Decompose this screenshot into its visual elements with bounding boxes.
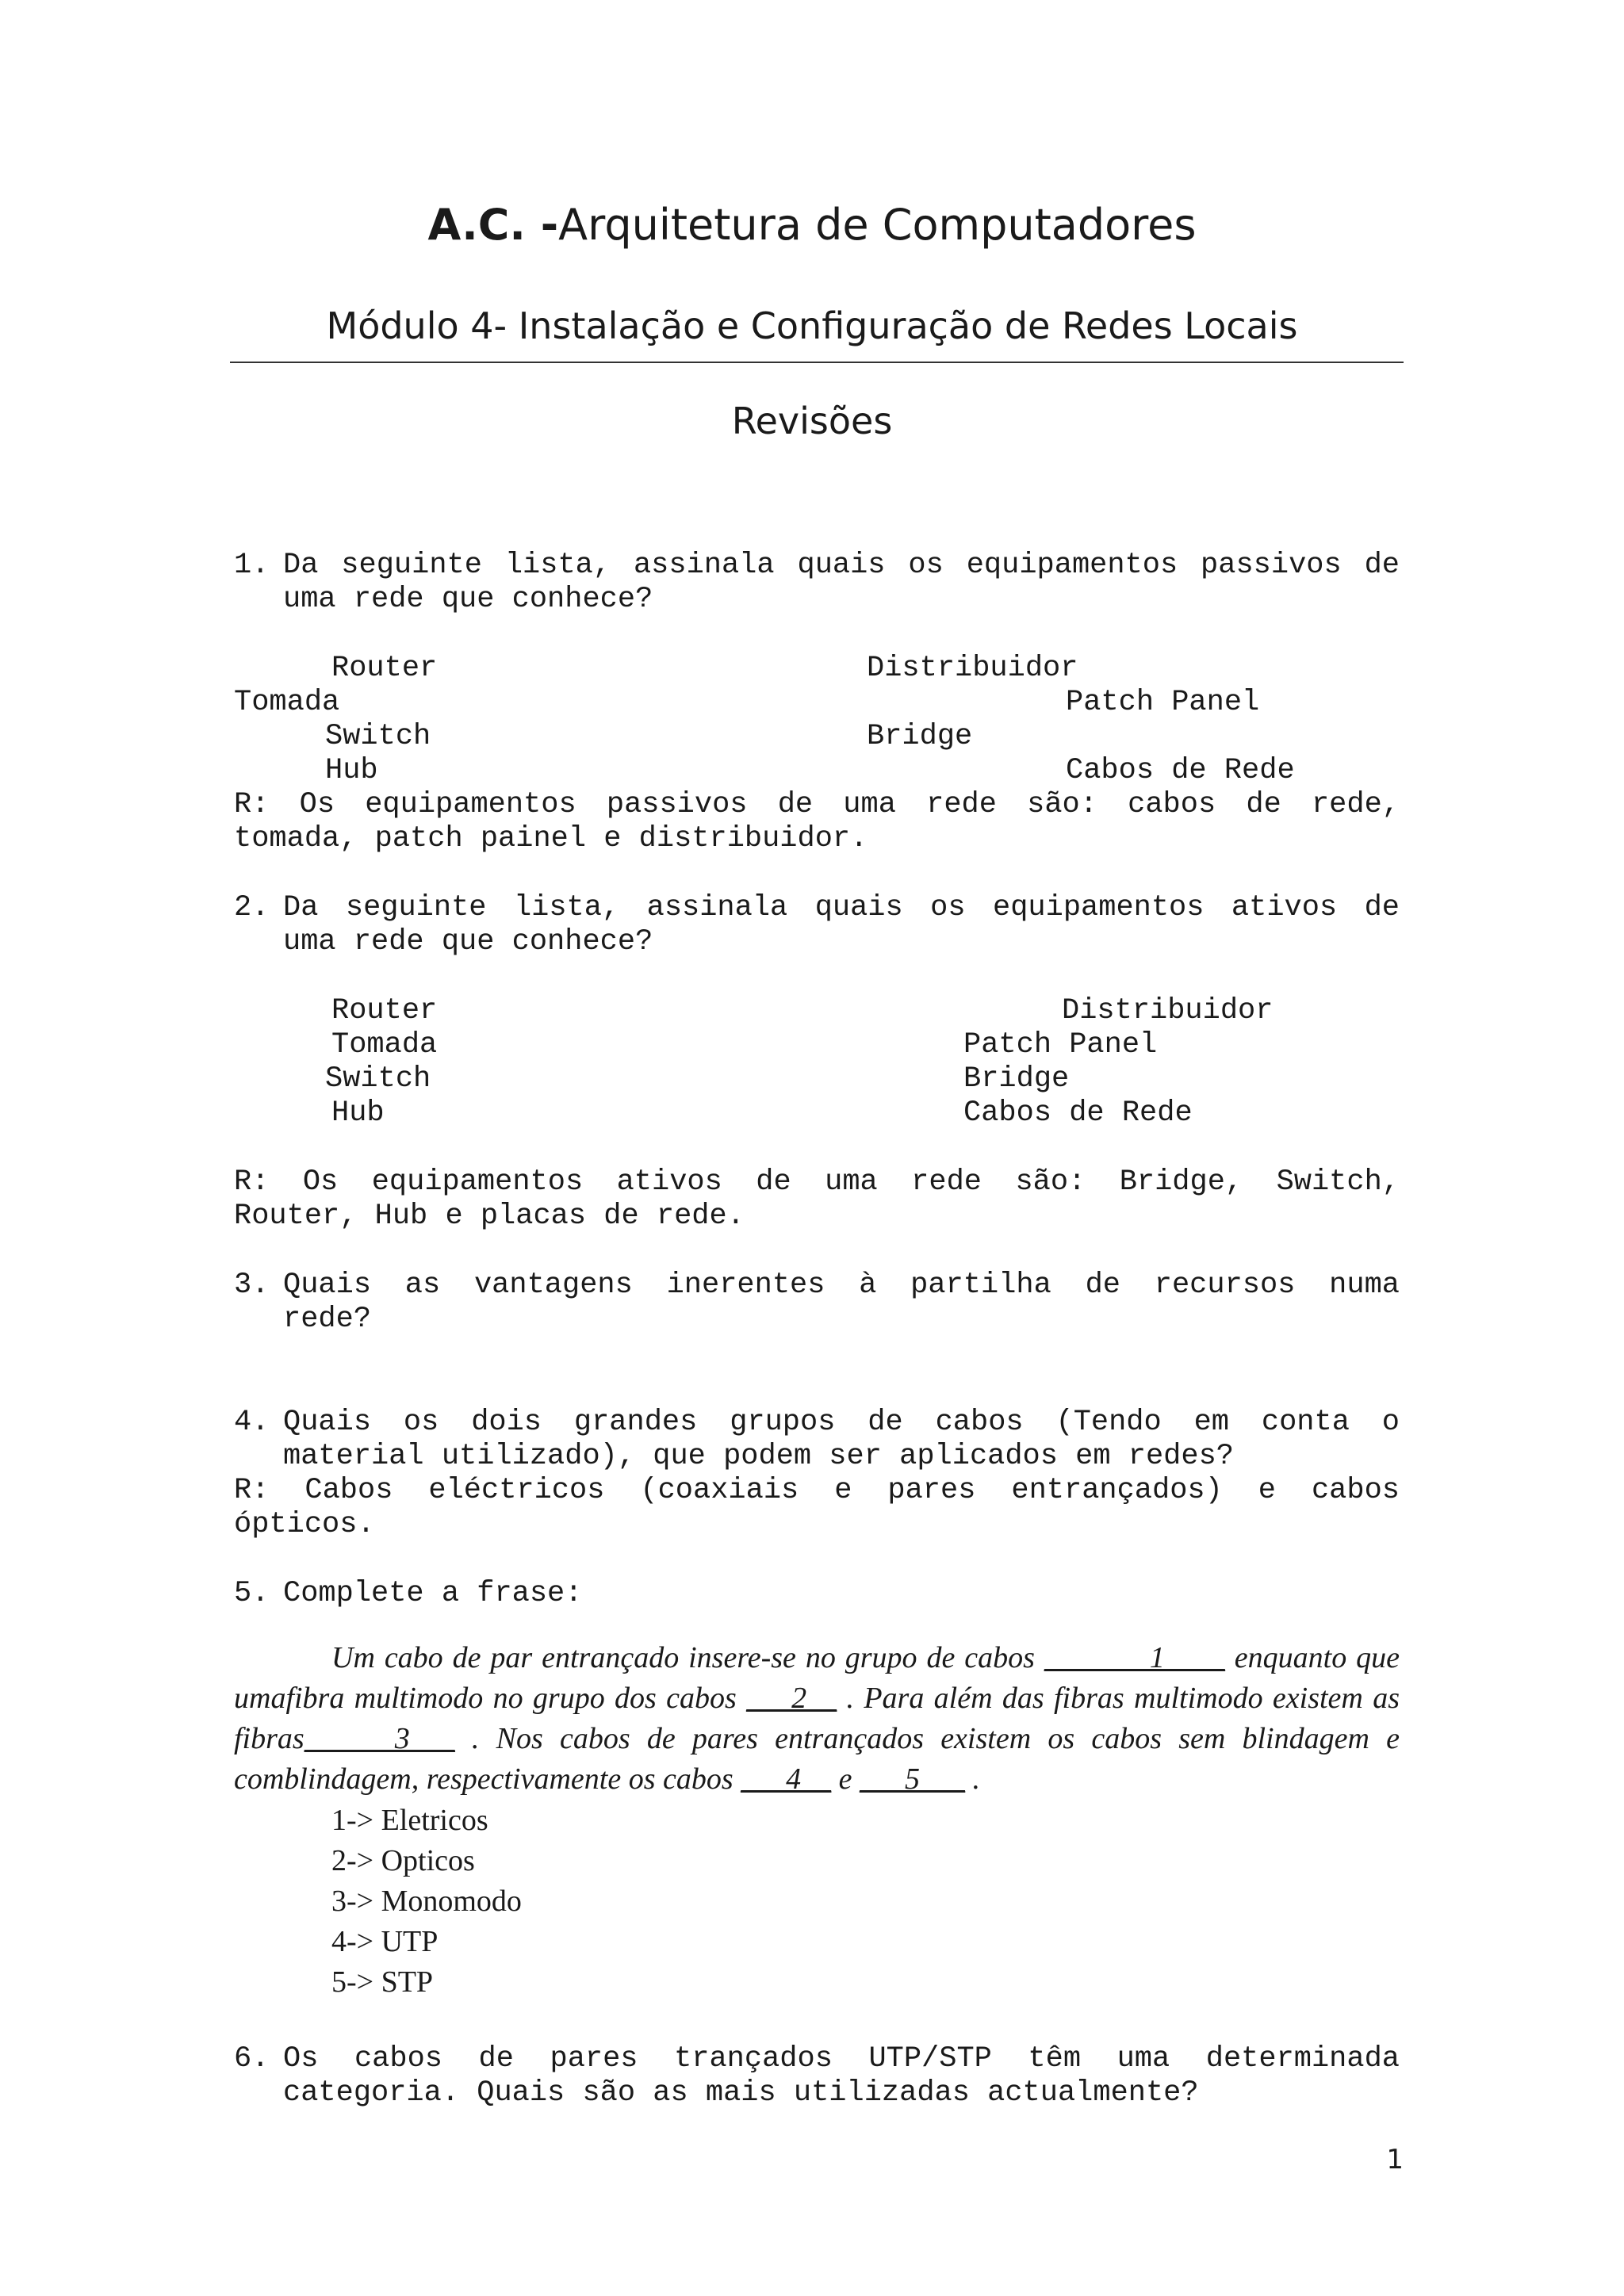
q4-answer-line2: ópticos. [234, 1508, 375, 1541]
q5-para-part6: . [965, 1762, 981, 1796]
q6-text-line1: Os cabos de pares trançados UTP/STP têm uma determinada [283, 2042, 1400, 2076]
q5-blank-1: _______1____ [1044, 1641, 1225, 1674]
q2-item-tomada: Tomada [331, 1028, 438, 1062]
document-title [0, 200, 1624, 250]
q2-item-bridge: Bridge [963, 1062, 1070, 1096]
q5-answer-4: 4-> UTP [331, 1925, 439, 1958]
title-abbrev: A.C. - [427, 200, 559, 250]
q2-answer-line2: Router, Hub e placas de rede. [234, 1200, 745, 1233]
q2-item-switch: Switch [325, 1062, 431, 1096]
q5-answer-3: 3-> Monomodo [331, 1885, 522, 1918]
q5-para-part2: enquanto que umafibra multimodo no grupo dos cabos [234, 1641, 1400, 1715]
q1-item-cabos-de-rede: Cabos de Rede [1066, 754, 1295, 787]
q5-blank-5: ___5___ [860, 1762, 966, 1796]
q5-para-part1: Um cabo de par entrançado insere-se no grupo de cabos [331, 1641, 1044, 1674]
q5-number: 5. [234, 1577, 270, 1610]
q5-para-part5: e [831, 1762, 860, 1796]
q1-answer-line1: R: Os equipamentos passivos de uma rede são: cabos de rede, [234, 788, 1400, 821]
q4-text-line2: material utilizado), que podem ser aplicados em redes? [283, 1440, 1234, 1473]
q1-item-hub: Hub [325, 754, 378, 787]
q2-text-line1: Da seguinte lista, assinala quais os equipamentos ativos de [283, 891, 1400, 924]
q1-item-bridge: Bridge [867, 720, 973, 753]
q2-text-line2: uma rede que conhece? [283, 925, 653, 959]
q5-answer-5: 5-> STP [331, 1965, 434, 1999]
q2-item-distribuidor: Distribuidor [1062, 994, 1274, 1027]
q4-number: 4. [234, 1406, 270, 1439]
q4-answer-line1: R: Cabos eléctricos (coaxiais e pares entrançados) e cabos [234, 1474, 1400, 1507]
q5-blank-2: ___2__ [746, 1682, 837, 1715]
q2-item-hub: Hub [331, 1096, 385, 1130]
q5-answer-2: 2-> Opticos [331, 1844, 475, 1877]
q2-item-patch-panel: Patch Panel [963, 1028, 1158, 1062]
q1-number: 1. [234, 549, 270, 582]
q3-text-line2: rede? [283, 1303, 372, 1336]
q1-item-distribuidor: Distribuidor [867, 652, 1078, 685]
q1-text-line1: Da seguinte lista, assinala quais os equipamentos passivos de [283, 549, 1400, 582]
q3-text-line1: Quais as vantagens inerentes à partilha de recursos numa [283, 1269, 1400, 1302]
q1-answer-line2: tomada, patch painel e distribuidor. [234, 822, 868, 855]
q5-blank-4: ___4__ [741, 1762, 832, 1796]
q5-answer-list [331, 1800, 522, 2003]
q1-item-switch: Switch [325, 720, 431, 753]
q5-answer-1: 1-> Eletricos [331, 1804, 488, 1837]
q2-item-cabos-de-rede: Cabos de Rede [963, 1096, 1193, 1130]
q1-item-patch-panel: Patch Panel [1066, 686, 1260, 719]
q5-text: Complete a frase: [283, 1577, 583, 1610]
q5-para-part4: . Nos cabos de pares entrançados existem os cabos sem blindagem e comblindagem, respectivamente os cabos [234, 1722, 1400, 1796]
q2-item-router: Router [331, 994, 438, 1027]
q5-fill-in-paragraph [234, 1638, 1400, 1800]
q5-blank-3: ______3___ [304, 1722, 455, 1755]
module-subtitle: Módulo 4- Instalação e Configuração de Redes Locais [326, 304, 1298, 347]
q2-number: 2. [234, 891, 270, 924]
q1-item-tomada: Tomada [234, 686, 340, 719]
q4-text-line1: Quais os dois grandes grupos de cabos (Tendo em conta o [283, 1406, 1400, 1439]
q5-para-part3: . Para além das fibras multimodo existem as fibras [234, 1682, 1400, 1755]
title-text: Arquitetura de Computadores [558, 200, 1197, 250]
q6-text-line2: categoria. Quais são as mais utilizadas actualmente? [283, 2076, 1199, 2110]
page-number: 1 [1386, 2144, 1404, 2175]
section-heading: Revisões [731, 400, 893, 442]
q3-number: 3. [234, 1269, 270, 1302]
q2-answer-line1: R: Os equipamentos ativos de uma rede são: Bridge, Switch, [234, 1165, 1400, 1199]
q1-item-router: Router [331, 652, 438, 685]
q1-text-line2: uma rede que conhece? [283, 583, 653, 616]
q6-number: 6. [234, 2042, 270, 2076]
header-divider [230, 362, 1404, 363]
